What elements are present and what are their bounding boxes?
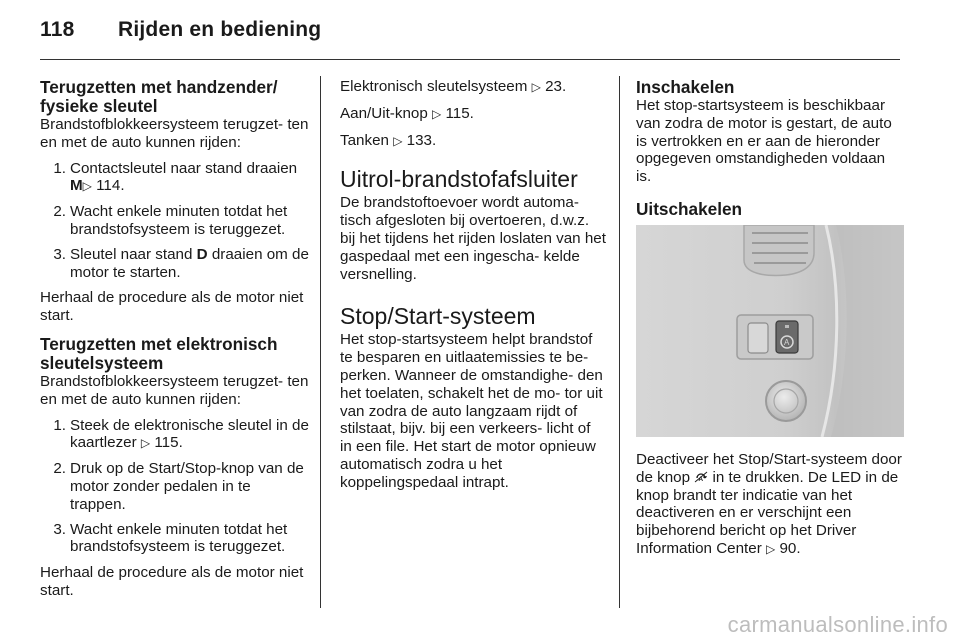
page-number: 118 (40, 18, 75, 41)
inschakelen-text: Het stop-startsysteem is beschikbaar van zodra de motor is gestart, de auto is vertrokken en er aan de hieronder opgegeven omstandigheden voldaan is. (636, 97, 892, 186)
cross-reference: Elektronisch sleutelsysteem ▷ 23. (340, 78, 567, 95)
list-item: 3. Wacht enkele minuten totdat het brandstofsysteem is teruggezet. (53, 520, 288, 556)
cross-reference: Tanken ▷ 133. (340, 131, 437, 149)
svg-text:A: A (784, 337, 790, 347)
stop-start-button-illustration (636, 225, 904, 437)
stop-start-text: Het stop-startsysteem helpt brandstof te besparen en uitlaatemissies te be‐ perken. Wanneer de omstandighe‐ den het toelaten, schakelt het de mo‐ tor uit van zodra de auto langzaam rijdt of stilstaat, bijv. bij een verkeers‐ licht of in een file. Het start de motor opnieuw automatisch zodra u het koppelingspedaal intrapt. (340, 331, 603, 491)
page-reference-arrow-icon: ▷ (393, 133, 403, 148)
header-rule (40, 59, 900, 60)
cross-reference: Aan/Uit-knop ▷ 115. (340, 104, 474, 122)
page-reference-arrow-icon: ▷ (531, 80, 541, 94)
uitschakelen-text: Deactiveer het Stop/Start-systeem door de knop A in te drukken. De LED in de knop brandt ter indicatie van het deactiveren en er verschijnt een bijbehorend bericht op het Driver Information Center ▷ 90. (636, 450, 902, 557)
column-divider-2 (619, 76, 620, 608)
column-3 (636, 78, 904, 567)
column-2 (340, 78, 606, 500)
section-heading-uitschakelen: Uitschakelen (636, 198, 743, 219)
outro-text: Herhaal de procedure als de motor niet start. (40, 564, 304, 599)
steps-list-elektronisch (40, 417, 310, 557)
page-reference-arrow-icon: ▷ (766, 541, 776, 556)
page-reference-arrow-icon: ▷ (140, 436, 151, 451)
section-heading-handzender: Terugzetten met handzender/ fysieke sleutel (40, 77, 278, 116)
intro-text: Brandstofblokkeersysteem terugzet‐ ten en met de auto kunnen rijden: (40, 116, 309, 151)
outro-text: Herhaal de procedure als de motor niet start. (40, 289, 304, 325)
list-item: 2. Wacht enkele minuten totdat het brandstofsysteem is teruggezet. (53, 203, 288, 238)
section-heading-elektronisch: Terugzetten met elektronisch sleutelsysteem (40, 333, 278, 373)
page-title: Rijden en bediening (118, 18, 322, 41)
steps-list-handzender (40, 160, 310, 282)
stop-start-a-icon (694, 470, 708, 482)
page-header (40, 18, 321, 42)
intro-text: Brandstofblokkeersysteem terugzet‐ ten en met de auto kunnen rijden: (40, 372, 309, 408)
section-heading-stop-start: Stop/Start-systeem (340, 303, 536, 330)
column-divider-1 (320, 76, 321, 608)
page-reference-arrow-icon: ▷ (82, 179, 92, 194)
section-heading-uitrol: Uitrol-brandstofafsluiter (340, 166, 578, 193)
section-heading-inschakelen: Inschakelen (636, 77, 735, 97)
list-item: 1. Contactsleutel naar stand draaien M▷ 114. (53, 159, 298, 195)
page-reference-arrow-icon: ▷ (432, 106, 442, 121)
list-item: 3. Sleutel naar stand D draaien om de motor te starten. (53, 245, 309, 281)
watermark: carmanualsonline.info (727, 612, 948, 637)
uitrol-text: De brandstoftoevoer wordt automa‐ tisch afgesloten bij overtoeren, d.w.z. bij het tijdens het rijden loslaten van het gaspedaal met een ingescha‐ kelde versnelling. (340, 194, 606, 283)
column-1 (40, 78, 310, 608)
list-item: 2. Druk op de Start/Stop-knop van de motor zonder pedalen in te trappen. (53, 460, 304, 513)
svg-text:A: A (698, 475, 704, 483)
list-item: 1. Steek de elektronische sleutel in de kaartlezer ▷ 115. (53, 416, 309, 452)
